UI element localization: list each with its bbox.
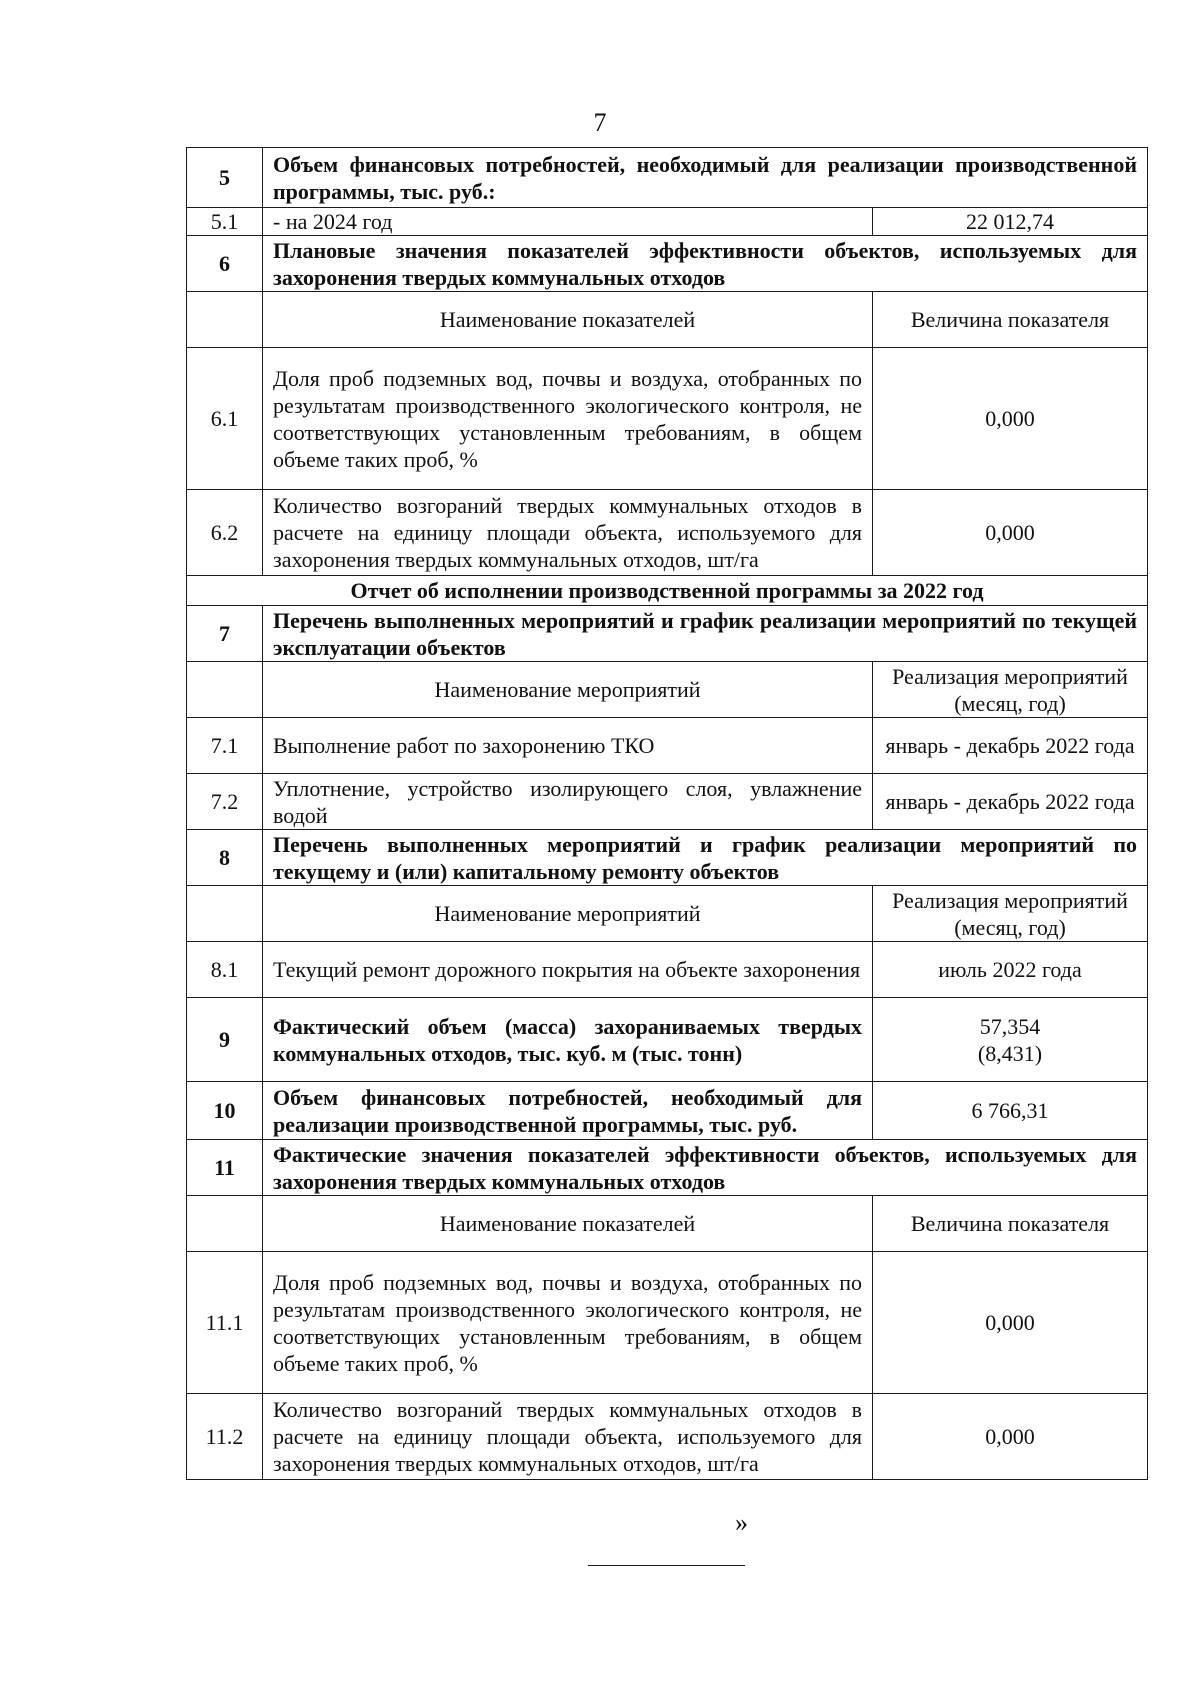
column-header-value: Реализация мероприятий (месяц, год) bbox=[873, 886, 1148, 942]
row-text: Количество возгораний твердых коммунальных отходов в расчете на единицу площади объекта, используемого для захоронения твердых коммунальных отходов, шт/га bbox=[263, 490, 873, 576]
row-number: 6 bbox=[187, 236, 263, 292]
row-number: 9 bbox=[187, 998, 263, 1082]
row-number bbox=[187, 1196, 263, 1252]
section-heading: Плановые значения показателей эффективности объектов, используемых для захоронения твердых коммунальных отходов bbox=[263, 236, 1148, 292]
value-line: (8,431) bbox=[977, 1040, 1043, 1066]
program-table bbox=[186, 147, 1148, 1480]
row-number: 6.1 bbox=[187, 348, 263, 490]
row-text: Уплотнение, устройство изолирующего слоя, увлажнение водой bbox=[263, 774, 873, 830]
table-row bbox=[187, 942, 1148, 998]
table-row bbox=[187, 208, 1148, 236]
page-number: 7 bbox=[593, 108, 607, 137]
row-number: 7.1 bbox=[187, 718, 263, 774]
table-row bbox=[187, 1252, 1148, 1394]
column-header-value: Реализация мероприятий (месяц, год) bbox=[873, 662, 1148, 718]
end-divider bbox=[588, 1565, 745, 1566]
row-number: 7.2 bbox=[187, 774, 263, 830]
table-row bbox=[187, 236, 1148, 292]
table-row bbox=[187, 292, 1148, 348]
row-number: 10 bbox=[187, 1082, 263, 1140]
row-text: Количество возгораний твердых коммунальных отходов в расчете на единицу площади объекта, используемого для захоронения твердых коммунальных отходов, шт/га bbox=[263, 1394, 873, 1480]
table-row bbox=[187, 1196, 1148, 1252]
column-header-name: Наименование мероприятий bbox=[263, 662, 873, 718]
column-header-value: Величина показателя bbox=[873, 1196, 1148, 1252]
row-number: 5 bbox=[187, 148, 263, 208]
table-row bbox=[187, 718, 1148, 774]
row-value: 6 766,31 bbox=[873, 1082, 1148, 1140]
column-header-name: Наименование показателей bbox=[263, 1196, 873, 1252]
table-row bbox=[187, 774, 1148, 830]
table-row bbox=[187, 348, 1148, 490]
row-number: 5.1 bbox=[187, 208, 263, 236]
row-text: Выполнение работ по захоронению ТКО bbox=[263, 718, 873, 774]
table-row bbox=[187, 576, 1148, 606]
row-number: 7 bbox=[187, 606, 263, 662]
table-row bbox=[187, 886, 1148, 942]
row-number: 8.1 bbox=[187, 942, 263, 998]
row-number: 11 bbox=[187, 1140, 263, 1196]
row-text: Доля проб подземных вод, почвы и воздуха, отобранных по результатам производственного экологического контроля, не соответствующих установленным требованиям, в общем объеме таких проб, % bbox=[263, 1252, 873, 1394]
table-row bbox=[187, 830, 1148, 886]
row-value: 0,000 bbox=[873, 348, 1148, 490]
table-row bbox=[187, 1140, 1148, 1196]
row-number: 11.1 bbox=[187, 1252, 263, 1394]
section-heading: Перечень выполненных мероприятий и график реализации мероприятий по текущей эксплуатации объектов bbox=[263, 606, 1148, 662]
column-header-name: Наименование показателей bbox=[263, 292, 873, 348]
value-line: 57,354 bbox=[979, 1013, 1041, 1039]
row-number bbox=[187, 886, 263, 942]
row-value: январь - декабрь 2022 года bbox=[873, 774, 1148, 830]
section-heading: Перечень выполненных мероприятий и график реализации мероприятий по текущему и (или) капитальному ремонту объектов bbox=[263, 830, 1148, 886]
row-value bbox=[873, 998, 1148, 1082]
row-value: 0,000 bbox=[873, 1394, 1148, 1480]
row-number: 11.2 bbox=[187, 1394, 263, 1480]
table-row bbox=[187, 662, 1148, 718]
row-value: 0,000 bbox=[873, 1252, 1148, 1394]
table-row bbox=[187, 490, 1148, 576]
row-value: 22 012,74 bbox=[873, 208, 1148, 236]
row-text: Фактический объем (масса) захораниваемых твердых коммунальных отходов, тыс. куб. м (тыс. тонн) bbox=[263, 998, 873, 1082]
row-value: январь - декабрь 2022 года bbox=[873, 718, 1148, 774]
row-number: 6.2 bbox=[187, 490, 263, 576]
row-text: Объем финансовых потребностей, необходимый для реализации производственной программы, тыс. руб. bbox=[263, 1082, 873, 1140]
report-title: Отчет об исполнении производственной программы за 2022 год bbox=[187, 576, 1148, 606]
row-value: 0,000 bbox=[873, 490, 1148, 576]
row-number: 8 bbox=[187, 830, 263, 886]
row-value: июль 2022 года bbox=[873, 942, 1148, 998]
column-header-value: Величина показателя bbox=[873, 292, 1148, 348]
table-row bbox=[187, 1394, 1148, 1480]
table-row bbox=[187, 1082, 1148, 1140]
row-text: Текущий ремонт дорожного покрытия на объекте захоронения bbox=[263, 942, 873, 998]
closing-quote-mark: » bbox=[735, 1508, 748, 1537]
table-row bbox=[187, 998, 1148, 1082]
section-heading: Объем финансовых потребностей, необходимый для реализации производственной программы, тыс. руб.: bbox=[263, 148, 1148, 208]
row-text: Доля проб подземных вод, почвы и воздуха, отобранных по результатам производственного экологического контроля, не соответствующих установленным требованиям, в общем объеме таких проб, % bbox=[263, 348, 873, 490]
section-heading: Фактические значения показателей эффективности объектов, используемых для захоронения твердых коммунальных отходов bbox=[263, 1140, 1148, 1196]
table-row bbox=[187, 606, 1148, 662]
column-header-name: Наименование мероприятий bbox=[263, 886, 873, 942]
table-row bbox=[187, 148, 1148, 208]
row-number bbox=[187, 292, 263, 348]
row-number bbox=[187, 662, 263, 718]
row-text: - на 2024 год bbox=[263, 208, 873, 236]
